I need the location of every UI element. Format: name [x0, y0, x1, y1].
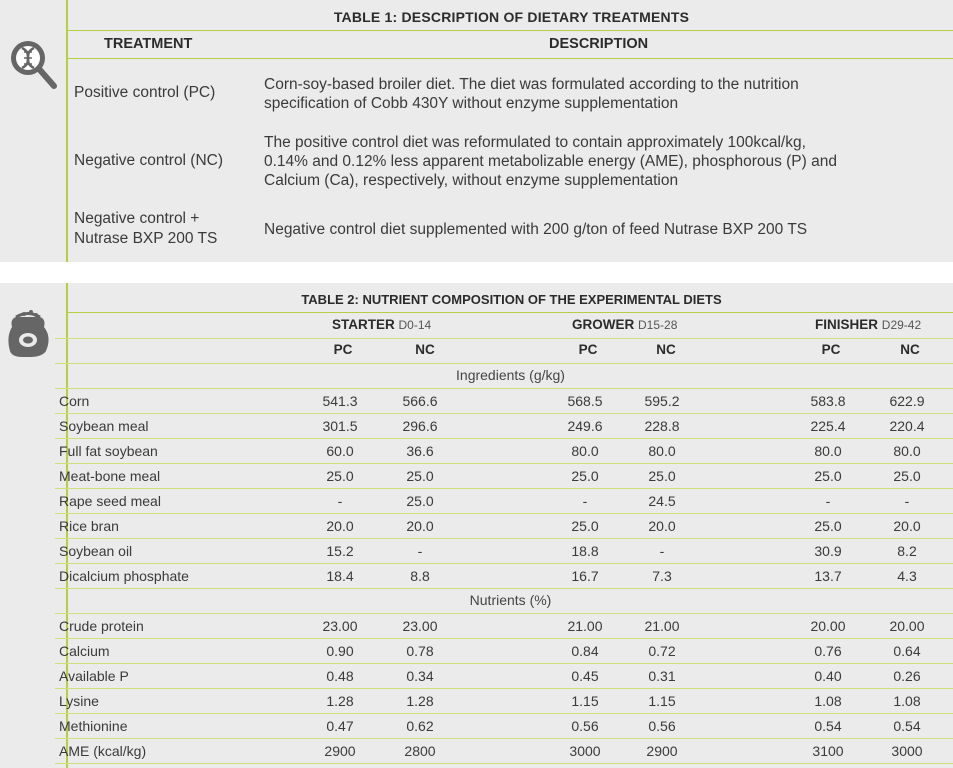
ingredient-value: 80.0 [648, 443, 676, 459]
table1-accent-line [66, 0, 68, 262]
subcol-grower-nc: NC [656, 342, 676, 357]
nutrient-value: 0.26 [893, 668, 921, 684]
subcol-finisher-nc: NC [900, 342, 920, 357]
nutrient-value: 1.08 [814, 693, 842, 709]
nutrient-value: 0.45 [571, 668, 599, 684]
table1-panel [0, 0, 953, 262]
table2-title-rule [68, 312, 953, 313]
ingredient-value: 8.2 [897, 543, 917, 559]
nutrient-value: 0.90 [326, 643, 354, 659]
nutrient-value: 0.47 [326, 718, 354, 734]
ingredient-label: Soybean oil [59, 543, 133, 559]
nutrient-value: 3000 [891, 743, 923, 759]
nutrient-value: 23.00 [322, 618, 358, 634]
nutrient-value: 0.72 [648, 643, 676, 659]
nutrient-value: 0.76 [814, 643, 842, 659]
table2-icon-holder [0, 307, 66, 361]
phase-grower-header: GROWER D15-28 [572, 317, 678, 332]
ingredient-value: 25.0 [814, 518, 842, 534]
section-nutrients: Nutrients (%) [469, 592, 552, 608]
nutrient-value: 0.84 [571, 643, 599, 659]
table1-row3-treatment: Negative control + Nutrase BXP 200 TS [74, 210, 218, 247]
nutrient-value: 3000 [569, 743, 601, 759]
nutrient-value: 20.00 [810, 618, 846, 634]
ingredient-value: 25.0 [571, 468, 599, 484]
nutrient-value: 21.00 [567, 618, 603, 634]
table1-icon-holder [0, 34, 66, 94]
ingredient-value: 249.6 [567, 418, 603, 434]
nutrient-value: 0.31 [648, 668, 676, 684]
nutrient-label: Lysine [59, 693, 99, 709]
ingredient-value: 541.3 [322, 393, 358, 409]
nutrient-value: 21.00 [644, 618, 680, 634]
ingredient-value: 30.9 [814, 543, 842, 559]
ingredient-label: Full fat soybean [59, 443, 158, 459]
nutrient-value: 2900 [324, 743, 356, 759]
row-divider [55, 763, 953, 764]
nutrient-label: AME (kcal/kg) [59, 743, 147, 759]
ingredient-value: 15.2 [326, 543, 354, 559]
ingredient-label: Rape seed meal [59, 493, 161, 509]
nutrient-value: 0.56 [571, 718, 599, 734]
table1-title-rule [68, 30, 953, 31]
nutrient-value: 0.34 [406, 668, 434, 684]
nutrient-label: Methionine [59, 718, 128, 734]
table1-col-treatment: TREATMENT [104, 36, 193, 52]
ingredient-value: - [904, 493, 910, 509]
ingredient-value: 60.0 [326, 443, 354, 459]
feed-sack-icon [0, 307, 66, 361]
table1-row1-treatment: Positive control (PC) [74, 84, 216, 101]
phase-finisher-header: FINISHER D29-42 [815, 317, 922, 332]
ingredient-value: 622.9 [889, 393, 925, 409]
ingredient-value: 296.6 [402, 418, 438, 434]
nutrient-value: 2800 [404, 743, 436, 759]
nutrient-value: 1.28 [406, 693, 434, 709]
nutrient-label: Available P [59, 668, 129, 684]
ingredient-value: - [582, 493, 588, 509]
ingredient-label: Rice bran [59, 518, 119, 534]
ingredient-value: 4.3 [897, 568, 917, 584]
ingredient-value: 566.6 [402, 393, 438, 409]
ingredient-label: Dicalcium phosphate [59, 568, 189, 584]
nutrient-value: 1.15 [648, 693, 676, 709]
ingredient-value: 595.2 [644, 393, 680, 409]
ingredient-value: 80.0 [571, 443, 599, 459]
nutrient-label: Crude protein [59, 618, 144, 634]
ingredient-value: 80.0 [814, 443, 842, 459]
nutrient-value: 0.40 [814, 668, 842, 684]
ingredient-value: 25.0 [406, 493, 434, 509]
subcol-starter-pc: PC [333, 342, 353, 357]
nutrient-value: 23.00 [402, 618, 438, 634]
nutrient-value: 0.56 [648, 718, 676, 734]
ingredient-value: 13.7 [814, 568, 842, 584]
ingredient-value: - [417, 543, 423, 559]
nutrient-value: 3100 [812, 743, 844, 759]
ingredient-value: 228.8 [644, 418, 680, 434]
ingredient-value: 25.0 [648, 468, 676, 484]
subcol-starter-nc: NC [415, 342, 435, 357]
ingredient-value: 25.0 [571, 518, 599, 534]
nutrient-value: 0.78 [406, 643, 434, 659]
ingredient-value: 16.7 [571, 568, 599, 584]
row-divider [55, 588, 953, 589]
section-ingredients: Ingredients (g/kg) [456, 367, 565, 383]
ingredient-value: 225.4 [810, 418, 846, 434]
table1-col-description: DESCRIPTION [549, 36, 649, 52]
phase-starter-header: STARTER D0-14 [332, 317, 432, 332]
ingredient-value: 18.8 [571, 543, 599, 559]
ingredient-value: - [825, 493, 831, 509]
ingredient-value: 18.4 [326, 568, 354, 584]
ingredient-label: Soybean meal [59, 418, 149, 434]
nutrient-value: 0.64 [893, 643, 921, 659]
table1-row1-description: Corn-soy-based broiler diet. The diet was formulated according to the nutrition specification of Cobb 430Y without enzyme supplementation [264, 76, 799, 112]
ingredient-value: 20.0 [648, 518, 676, 534]
ingredient-value: 20.0 [893, 518, 921, 534]
nutrient-value: 0.54 [814, 718, 842, 734]
nutrient-value: 0.48 [326, 668, 354, 684]
ingredient-label: Corn [59, 393, 90, 409]
ingredient-value: 568.5 [567, 393, 603, 409]
ingredient-value: 25.0 [326, 468, 354, 484]
nutrient-label: Calcium [59, 643, 110, 659]
ingredient-value: 583.8 [810, 393, 846, 409]
nutrient-value: 1.15 [571, 693, 599, 709]
ingredient-value: 24.5 [648, 493, 676, 509]
table1-header-rule [68, 58, 953, 59]
ingredient-value: 36.6 [406, 443, 434, 459]
ingredient-value: 20.0 [406, 518, 434, 534]
table2-panel [0, 283, 953, 768]
ingredient-value: 301.5 [322, 418, 358, 434]
ingredient-value: 20.0 [326, 518, 354, 534]
ingredient-value: 80.0 [893, 443, 921, 459]
table2-title: TABLE 2: NUTRIENT COMPOSITION OF THE EXPERIMENTAL DIETS [301, 292, 722, 307]
ingredient-value: 7.3 [652, 568, 672, 584]
ingredient-value: 8.8 [410, 568, 430, 584]
table1-row2-treatment: Negative control (NC) [74, 152, 224, 169]
ingredient-label: Meat-bone meal [59, 468, 161, 484]
ingredient-value: - [659, 543, 665, 559]
nutrient-value: 1.28 [326, 693, 354, 709]
ingredient-value: 25.0 [814, 468, 842, 484]
magnifier-dna-icon [0, 34, 66, 94]
subcol-finisher-pc: PC [821, 342, 841, 357]
table1-row3-description: Negative control diet supplemented with 200 g/ton of feed Nutrase BXP 200 TS [264, 221, 808, 238]
nutrient-value: 2900 [646, 743, 678, 759]
nutrient-value: 1.08 [893, 693, 921, 709]
nutrient-value: 20.00 [889, 618, 925, 634]
nutrient-value: 0.62 [406, 718, 434, 734]
ingredient-value: - [337, 493, 343, 509]
ingredient-value: 25.0 [893, 468, 921, 484]
table1-title: TABLE 1: DESCRIPTION OF DIETARY TREATMENTS [333, 9, 690, 25]
ingredient-value: 220.4 [889, 418, 925, 434]
nutrient-value: 0.54 [893, 718, 921, 734]
table1-row2-description: The positive control diet was reformulated to contain approximately 100kcal/kg, 0.14% and 0.12% less apparent metabolizable energy (AME), phosphorous (P) and Calcium (Ca), respectively, without enzyme supplementation [264, 134, 837, 189]
ingredient-value: 25.0 [406, 468, 434, 484]
subcol-grower-pc: PC [578, 342, 598, 357]
